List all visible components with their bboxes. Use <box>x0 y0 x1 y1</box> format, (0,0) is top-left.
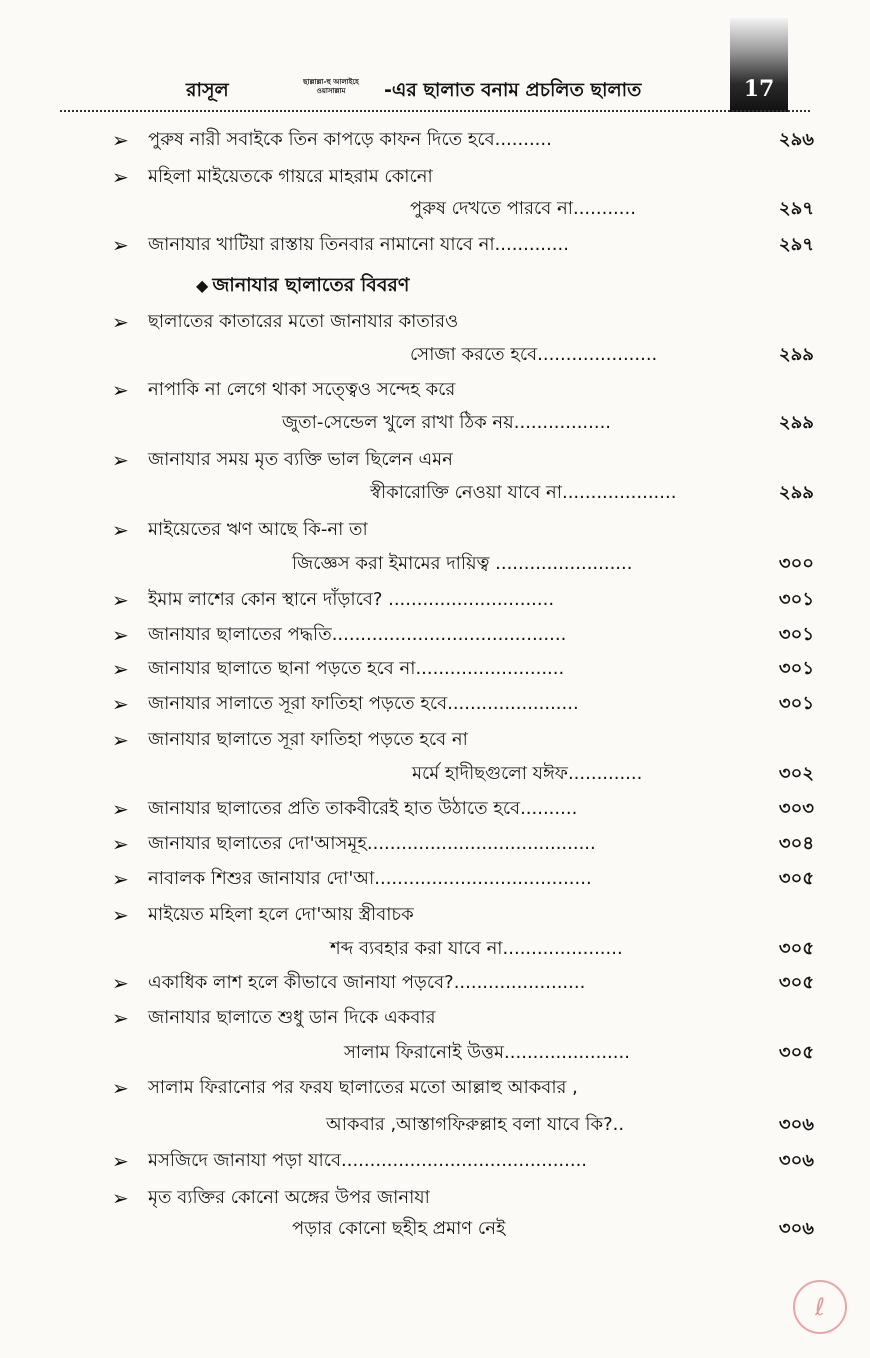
toc-entry-title: নাপাকি না লেগে থাকা সত্ত্বেও সন্দেহ করে <box>148 379 456 400</box>
arrow-bullet-icon: ➢ <box>112 623 129 647</box>
arrow-bullet-icon: ➢ <box>112 867 129 891</box>
toc-entry-page-number: ২৯৬ <box>778 129 814 150</box>
arrow-bullet-icon: ➢ <box>112 233 129 257</box>
toc-entry-title-continued: স্বীকারোক্তি নেওয়া যাবে না.................... <box>370 482 677 503</box>
arrow-bullet-icon: ➢ <box>112 588 129 612</box>
section-heading-text: জানাযার ছালাতের বিবরণ <box>212 274 410 296</box>
toc-entry-title: জানাযার সালাতে সূরা ফাতিহা পড়তে হবে....................... <box>148 693 579 714</box>
toc-entry-page-number: ৩০৬ <box>778 1218 814 1239</box>
section-heading <box>196 272 409 299</box>
toc-entry-page-number: ৩০৪ <box>778 833 814 854</box>
toc-entry-title: সালাম ফিরানোর পর ফরয ছালাতের মতো আল্লাহু আকবার , <box>148 1077 578 1098</box>
toc-entry-title: জানাযার ছালাতের দো'আসমূহ........................................ <box>148 833 596 854</box>
arrow-bullet-icon: ➢ <box>112 1006 129 1030</box>
toc-entry-title-continued: আকবার ,আস্তাগফিরুল্লাহ বলা যাবে কি?.. <box>326 1114 625 1135</box>
toc-entry-title: জানাযার ছালাতে সূরা ফাতিহা পড়তে হবে না <box>148 729 468 750</box>
arrow-bullet-icon: ➢ <box>112 728 129 752</box>
arrow-bullet-icon: ➢ <box>112 832 129 856</box>
arrow-bullet-icon: ➢ <box>112 971 129 995</box>
toc-entry-page-number: ২৯৭ <box>778 198 814 219</box>
arrow-bullet-icon: ➢ <box>112 310 129 334</box>
toc-entry-title: ছালাতের কাতারের মতো জানাযার কাতারও <box>148 311 459 332</box>
toc-entry-title-continued: জুতা-সেন্ডেল খুলে রাখা ঠিক নয়................. <box>282 412 612 433</box>
toc-entry-title-continued: পড়ার কোনো ছহীহ প্রমাণ নেই <box>292 1218 506 1239</box>
toc-entry-title: ইমাম লাশের কোন স্থানে দাঁড়াবে? ............................. <box>148 589 555 610</box>
toc-entry-title: মসজিদে জানাযা পড়া যাবে........................................... <box>148 1150 588 1171</box>
arrow-bullet-icon: ➢ <box>112 1149 129 1173</box>
toc-entry-title: জানাযার খাটিয়া রাস্তায় তিনবার নামানো যাবে না............. <box>148 234 569 255</box>
toc-entry-title: মৃত ব্যক্তির কোনো অঙ্গের উপর জানাযা <box>148 1187 430 1208</box>
toc-entry-page-number: ৩০৫ <box>778 938 814 959</box>
toc-entry-title-continued: শব্দ ব্যবহার করা যাবে না..................... <box>330 938 623 959</box>
page-number: 17 <box>743 76 775 102</box>
toc-entry-page-number: ২৯৯ <box>778 344 814 365</box>
toc-entry-title-continued: জিজ্ঞেস করা ইমামের দায়িত্ব ........................ <box>292 553 633 574</box>
toc-entry-page-number: ৩০৫ <box>778 972 814 993</box>
toc-entry-title: মহিলা মাইয়েতকে গায়রে মাহরাম কোনো <box>148 166 433 187</box>
header-dotted-rule <box>60 110 810 112</box>
toc-entry-page-number: ৩০৬ <box>778 1150 814 1171</box>
arrow-bullet-icon: ➢ <box>112 448 129 472</box>
toc-entry-page-number: ৩০১ <box>778 658 814 679</box>
toc-entry-page-number: ৩০৩ <box>778 798 814 819</box>
header-title-end: -এর ছালাত বনাম প্রচলিত ছালাত <box>384 79 642 101</box>
arrow-bullet-icon: ➢ <box>112 1186 129 1210</box>
toc-entry-title: জানাযার ছালাতের প্রতি তাকবীরেই হাত উঠাতে হবে.......... <box>148 798 578 819</box>
toc-entry-title: জানাযার সময় মৃত ব্যক্তি ভাল ছিলেন এমন <box>148 449 453 470</box>
toc-entry-page-number: ৩০৫ <box>778 868 814 889</box>
arrow-bullet-icon: ➢ <box>112 797 129 821</box>
arrow-bullet-icon: ➢ <box>112 518 129 542</box>
toc-entry-title: জানাযার ছালাতে শুধু ডান দিকে একবার <box>148 1007 436 1028</box>
arrow-bullet-icon: ➢ <box>112 1076 129 1100</box>
toc-entry-page-number: ২৯৯ <box>778 412 814 433</box>
toc-entry-page-number: ৩০৫ <box>778 1042 814 1063</box>
toc-entry-title: মাইয়েতের ঋণ আছে কি-না তা <box>148 519 368 540</box>
toc-entry-title: একাধিক লাশ হলে কীভাবে জানাযা পড়বে?....................... <box>148 972 586 993</box>
arrow-bullet-icon: ➢ <box>112 128 129 152</box>
toc-entry-page-number: ৩০০ <box>778 553 814 574</box>
toc-entry-page-number: ৩০১ <box>778 693 814 714</box>
toc-entry-title: জানাযার ছালাতের পদ্ধতি......................................... <box>148 624 567 645</box>
toc-entry-page-number: ৩০১ <box>778 624 814 645</box>
toc-entry-title-continued: মর্মে হাদীছগুলো যঈফ............. <box>412 763 643 784</box>
toc-entry-title: জানাযার ছালাতে ছানা পড়তে হবে না.......................... <box>148 658 565 679</box>
toc-entry-page-number: ৩০১ <box>778 589 814 610</box>
toc-entry-title: মাইয়েত মহিলা হলে দো'আয় স্ত্রীবাচক <box>148 904 414 925</box>
toc-entry-title-continued: পুরুষ দেখতে পারবে না........... <box>410 198 636 219</box>
toc-entry-page-number: ২৯৭ <box>778 234 814 255</box>
diamond-icon: ◆ <box>196 276 209 295</box>
running-header <box>100 72 740 108</box>
toc-entry-title: নাবালক শিশুর জানাযার দো'আ...................................... <box>148 868 592 889</box>
arrow-bullet-icon: ➢ <box>112 692 129 716</box>
toc-entry-title: পুরুষ নারী সবাইকে তিন কাপড়ে কাফন দিতে হবে.......... <box>148 129 552 150</box>
header-title-start: রাসূল <box>186 79 229 101</box>
arrow-bullet-icon: ➢ <box>112 378 129 402</box>
arrow-bullet-icon: ➢ <box>112 903 129 927</box>
toc-entry-title-continued: সোজা করতে হবে..................... <box>410 344 658 365</box>
header-honorific: ছাল্লাল্লা-হু আলাইহে ওয়াসাল্লাম <box>303 78 359 95</box>
arrow-bullet-icon: ➢ <box>112 165 129 189</box>
toc-entry-page-number: ৩০৬ <box>778 1114 814 1135</box>
toc-entry-page-number: ২৯৯ <box>778 482 814 503</box>
toc-entry-title-continued: সালাম ফিরানোই উত্তম...................... <box>344 1042 630 1063</box>
toc-entry-page-number: ৩০২ <box>778 763 814 784</box>
quill-stamp-icon: ℓ <box>793 1280 847 1334</box>
arrow-bullet-icon: ➢ <box>112 657 129 681</box>
